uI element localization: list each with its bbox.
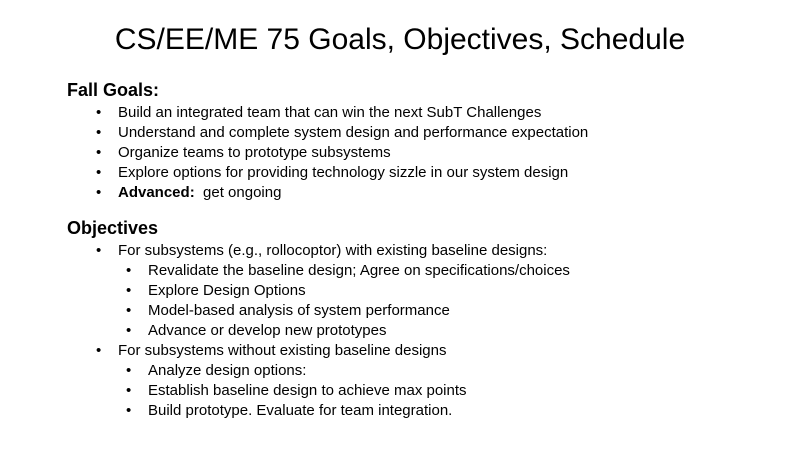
fall-goals-list — [118, 103, 588, 203]
objective-subitem: • Revalidate the baseline design; Agree on specifications/choices — [148, 261, 577, 281]
objectives-list — [118, 241, 570, 421]
objective-subitem: • Model-based analysis of system performance — [148, 301, 577, 321]
goal-item: • Explore options for providing technology sizzle in our system design — [118, 163, 588, 183]
advanced-text: get ongoing — [203, 184, 282, 201]
objective-subitem: • Advance or develop new prototypes — [148, 321, 577, 341]
slide-title: CS/EE/ME 75 Goals, Objectives, Schedule — [114, 23, 686, 56]
objective-subitem: • Establish baseline design to achieve max points — [148, 381, 577, 401]
objective-group-label: • For subsystems without existing baseline designs — [118, 341, 547, 361]
objective-group-label: • For subsystems (e.g., rollocoptor) with existing baseline designs: — [118, 241, 547, 261]
fall-goals-heading: Fall Goals: — [67, 80, 160, 100]
advanced-label: Advanced: — [118, 184, 195, 201]
goal-item: • Organize teams to prototype subsystems — [118, 143, 588, 163]
goal-item: • Build an integrated team that can win the next SubT Challenges — [118, 103, 588, 123]
objective-subitem: • Analyze design options: — [148, 361, 577, 381]
objective-subitem: • Explore Design Options — [148, 281, 577, 301]
goal-item: • Understand and complete system design and performance expectation — [118, 123, 588, 143]
objective-subitem: • Build prototype. Evaluate for team integration. — [148, 401, 577, 421]
objectives-heading: Objectives — [67, 218, 159, 238]
goal-item-advanced — [118, 183, 588, 203]
